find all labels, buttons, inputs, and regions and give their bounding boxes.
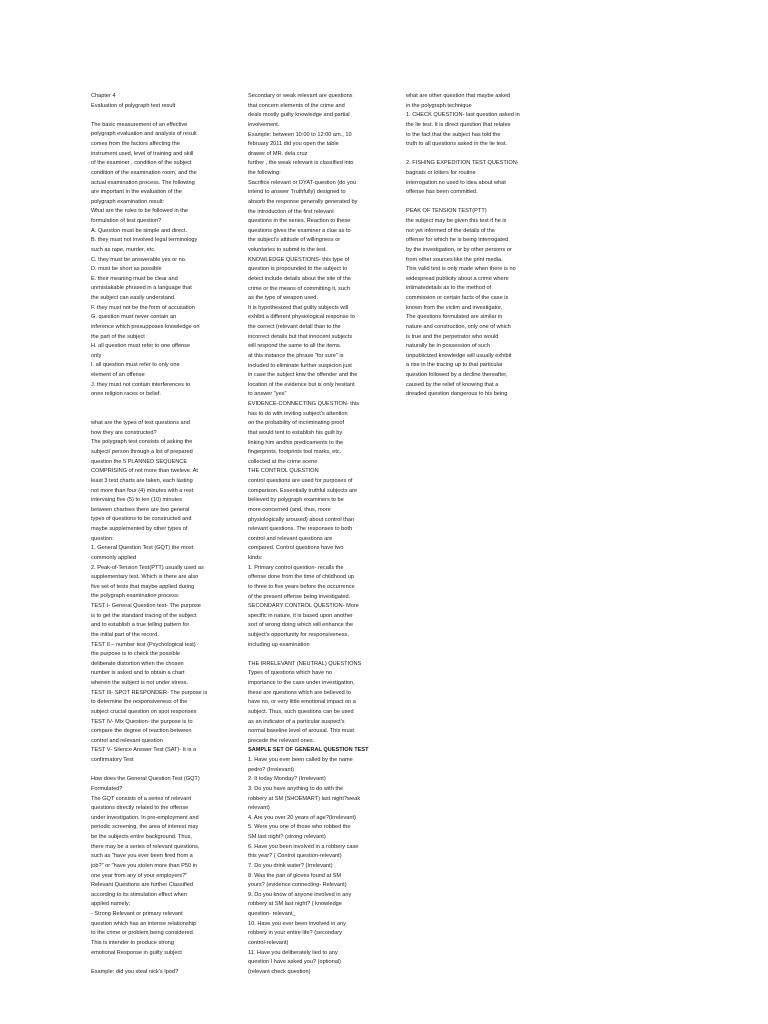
- text-line: according to its stimulation effect when: [91, 891, 187, 898]
- text-line: the subject can easily understand.: [91, 295, 176, 302]
- text-line: what are other question that maybe asked: [406, 93, 511, 99]
- text-line: question which has an intense relationship: [91, 920, 197, 927]
- text-line: D. must be short as possible: [91, 266, 162, 273]
- text-line: as the type of weapon used.: [248, 295, 318, 302]
- text-line: THE CONTROL QUESTION: [248, 468, 319, 475]
- text-line: control questions are used for purposes of: [248, 478, 353, 484]
- text-line: subject crucial question on spot responses: [91, 708, 197, 715]
- blank-line: [91, 111, 241, 121]
- text-line: SAMPLE SET OF GENERAL QUESTION TEST: [248, 747, 369, 754]
- text-line: a rise in the tracing up to that particular: [406, 362, 503, 369]
- text-line: at this instance the phrase "for sure" is: [248, 352, 344, 359]
- text-line: subject. Thus, such questions can be used: [248, 708, 354, 715]
- text-line: to the crime or problem being considered.: [91, 930, 195, 937]
- text-line: not yet informed of the details of the: [406, 227, 495, 234]
- text-line: question is propounded to the subject to: [248, 266, 348, 273]
- text-line: between chartses there are two general: [91, 506, 190, 513]
- text-line: interrogation.no used to idea about what: [406, 179, 506, 186]
- text-line: these are questions which are believed to: [248, 689, 351, 696]
- text-line: PEAK OF TENSION TEST(PTT): [406, 208, 487, 215]
- text-line: 1. General Question Test (GQT) the most: [91, 545, 194, 552]
- text-line: condition of the examination room, and the: [91, 169, 197, 176]
- text-line: 10. Have you ever been involved in any: [248, 920, 346, 927]
- text-line: polygraph evaluation and analysis of result: [91, 131, 197, 138]
- text-line: the correct (relevant detail than to the: [248, 324, 341, 330]
- text-line: naturally be in possession of such: [406, 343, 490, 350]
- text-column-right: [406, 92, 556, 400]
- text-line: fingerprints, footprints tool marks, etc.: [248, 449, 342, 456]
- text-line: the initial part of the record.: [91, 631, 159, 638]
- text-line: drawer of MR. dela cruz: [248, 150, 308, 157]
- text-line: truth to all questions asked in the lie test.: [406, 141, 508, 148]
- text-line: question I have asked you? (optional): [248, 959, 341, 966]
- text-line: E. their meaning must be clear and: [91, 275, 178, 282]
- text-line: H. all question must refer to one offense: [91, 343, 191, 350]
- text-line: Sacrifice relevant or DYAT-question (do you: [248, 179, 356, 186]
- text-line: pedro? (Irrelevant): [248, 766, 295, 773]
- text-line: compared. Control questions have two: [248, 545, 344, 552]
- text-line: 2. It today Monday? (Irrelevant): [248, 776, 326, 783]
- text-line: 11. Have you deliberately lied to any: [248, 949, 338, 956]
- text-line: more concerned (and, thus, more: [248, 506, 331, 513]
- blank-line: [91, 958, 241, 968]
- text-line: the following:: [248, 170, 281, 176]
- text-line: ones religion races or belief.: [91, 391, 161, 398]
- text-line: commission or certain facts of the case is: [406, 295, 509, 302]
- text-line: robbery in your entire life? (secondary: [248, 930, 342, 937]
- text-line: I. all question must refer to only one: [91, 362, 180, 369]
- text-line: on the probability of incriminating proof: [248, 420, 345, 427]
- text-line: are important in the evaluation of the: [91, 189, 182, 196]
- text-line: control and relevant questions are: [248, 535, 333, 542]
- text-line: will respond the same to all the items.: [248, 343, 342, 350]
- text-line: involvement.: [248, 121, 280, 128]
- text-line: in the polygraph technique: [406, 102, 472, 109]
- text-line: (relevant check question): [248, 968, 311, 975]
- text-line: 1. Have you ever been called by the name: [248, 757, 353, 764]
- text-line: robbery at SM (SHOEMART) last night?weak: [248, 795, 361, 802]
- blank-line: [248, 650, 398, 660]
- text-line: widespread publicity about a crime where: [406, 275, 509, 282]
- text-line: TEST III- SPOT RESPONDER- The purpose is: [91, 689, 208, 696]
- text-line: including up examination: [248, 641, 310, 648]
- text-line: types of questions to be constructed and: [91, 516, 192, 523]
- text-line: kinds:: [248, 555, 263, 561]
- text-line: F. they must not be the form of accusation: [91, 304, 195, 311]
- text-line: intervaing five (5) to ten (10) minutes: [91, 497, 183, 504]
- text-line: voluntaries to submit to the test.: [248, 247, 327, 253]
- text-line: Secondary or weak relevant are questions: [248, 93, 353, 99]
- text-line: It is hypothesized that guilty subjects will: [248, 304, 349, 311]
- text-line: 2. FISHING EXPEDITION TEST QUESTION-: [406, 160, 519, 167]
- text-line: wherein the subject is not under stress.: [91, 680, 189, 687]
- text-column-left: [91, 92, 241, 977]
- text-line: the part of the subject: [91, 333, 145, 340]
- text-line: by the investigation, or by other persons or: [406, 246, 512, 253]
- text-line: Chapter 4: [91, 93, 116, 99]
- text-line: as an indicator of a particular suspect's: [248, 718, 345, 725]
- text-line: nature and construction, only one of which: [406, 323, 511, 330]
- text-line: A. Question must be simple and direct.: [91, 227, 188, 234]
- text-line: 3. Do you have anything to do with the: [248, 785, 344, 792]
- text-line: 5. Were you one of those who robbed the: [248, 824, 351, 831]
- text-line: of the present offense being investigated.: [248, 593, 351, 600]
- text-line: The polygraph test consists of asking the: [91, 439, 193, 446]
- text-line: Types of questions which have no: [248, 670, 332, 677]
- text-line: intimatedetails as to the method of: [406, 285, 492, 292]
- text-line: G. question must never contain an: [91, 314, 177, 321]
- text-line: 8. Was the pair of gloves found at SM: [248, 872, 342, 879]
- text-line: only: [91, 352, 102, 359]
- text-line: 4. Are you over 20 years of age?(Irrelevant): [248, 814, 356, 821]
- text-line: emotional Response in guilty subject: [91, 949, 182, 956]
- text-line: such as "have you ever been fired from a: [91, 853, 193, 860]
- text-line: included to eliminate further suspicion just: [248, 362, 352, 369]
- text-line: 1. CHECK QUESTION- last question asked in: [406, 112, 520, 119]
- text-line: exhibit a different physiological response to: [248, 314, 355, 321]
- text-line: This valid test is only made when there is no: [406, 266, 516, 273]
- text-line: robbery at SM last night? ( knowledge: [248, 901, 342, 908]
- text-line: compare the degree of reaction between: [91, 728, 192, 735]
- text-line: caused by the relief of knowing that a: [406, 381, 499, 388]
- text-line: collected at the crime scene: [248, 458, 318, 465]
- text-line: precede the relevant ones.: [248, 737, 315, 744]
- text-line: not more than four (4) minutes with a rest: [91, 487, 194, 494]
- text-line: applied namely;: [91, 901, 131, 908]
- text-line: such as rape, murder, etc.: [91, 246, 156, 253]
- text-line: 7. Do you drink water? (Irrelevant): [248, 862, 333, 869]
- text-line: normal baseline level of arousal. This must: [248, 728, 354, 735]
- text-line: actual examination process. The following: [91, 179, 195, 186]
- text-line: SECONDARY CONTROL QUESTION- More: [248, 603, 359, 610]
- text-line: what are the types of test questions and: [91, 420, 190, 427]
- text-line: linking him andhis predicaments to the: [248, 439, 344, 446]
- text-line: KNOWLEDGE QUESTIONS- this type of: [248, 256, 350, 263]
- text-line: supplementary test. Which is there are also: [91, 574, 199, 581]
- text-line: the introduction of the first relevant: [248, 208, 334, 215]
- text-line: offense done from the time of childhood up: [248, 574, 354, 581]
- text-line: Relevant Questions are further Classified: [91, 882, 193, 889]
- text-line: 1. Primary control question- recalls the: [248, 564, 344, 571]
- text-line: absorb the response generally generated by: [248, 198, 358, 205]
- text-line: subject/ person through a list of prepared: [91, 449, 193, 456]
- text-line: 9. Do you know of anyone involved in any: [248, 891, 352, 898]
- text-line: yours? (evidence connecting- Relevant): [248, 882, 347, 889]
- text-line: THE IRRELEVANT (NEUTRAL) QUESTIONS: [248, 660, 362, 667]
- text-line: formulation of test question?: [91, 218, 162, 225]
- text-line: COMPRISING of not more than tweleve. At: [91, 468, 198, 475]
- text-line: EVIDENCE-CONNECTING QUESTION- this: [248, 401, 359, 407]
- text-line: question:: [91, 535, 114, 542]
- text-line: job?" or "have you stolen more than P50 in: [91, 862, 197, 869]
- text-line: has to do with inviting subject's attention: [248, 410, 348, 417]
- text-line: J. they must not contain interferences to: [91, 381, 191, 388]
- text-line: believed by polygraph examiners to be: [248, 497, 344, 504]
- text-line: question followed by a decline thereafter,: [406, 372, 508, 379]
- text-line: control-relevant): [248, 939, 289, 946]
- text-line: to three to five years before the occurrence: [248, 583, 355, 590]
- text-line: TEST IV- Mix Question- the purpose is to: [91, 718, 193, 725]
- text-line: questions directly related to the offense: [91, 805, 189, 812]
- text-line: have no, or very little emotional impact on a: [248, 699, 356, 706]
- text-line: unmistakable phrased in a language that: [91, 285, 192, 292]
- text-line: How does the General Question Test (GQT): [91, 776, 200, 783]
- text-line: bagnats or loiters for routine: [406, 169, 476, 176]
- text-line: subject's opportunity for responsiveness,: [248, 632, 349, 638]
- text-line: What are the rules to be followed in the: [91, 208, 189, 215]
- text-line: february 2011 did you open the table: [248, 141, 339, 148]
- text-line: be the subjects entire background. Thus,: [91, 834, 192, 841]
- text-line: question the 5 PLANNED SEQUENCE: [91, 458, 188, 465]
- text-line: that concern elements of the crime and: [248, 102, 345, 109]
- text-line: 6. Have you been involved in a robbery case: [248, 843, 359, 850]
- text-line: incorrect details but that innocent subjects: [248, 333, 353, 340]
- text-line: Evaluation of polygraph test result: [91, 102, 176, 109]
- text-line: further , the weak relevant is classified into: [248, 160, 354, 167]
- text-line: the subject's attitude of willingness or: [248, 237, 341, 244]
- text-line: location of the evidence but is only hesitant: [248, 381, 355, 388]
- text-line: number is asked and to obtain a chart: [91, 670, 185, 677]
- text-line: 2. Peak-of-Tension Test(PTT) usually used as: [91, 564, 204, 571]
- text-line: instrument used, level of training and skill: [91, 150, 194, 157]
- text-line: polygraph examination result:: [91, 198, 165, 205]
- text-line: that would tent to establish his guilt by: [248, 429, 343, 436]
- text-line: least 3 test charts are taken, each lasting: [91, 477, 193, 484]
- text-line: specific in nature, it is based upon another: [248, 612, 353, 619]
- text-line: The questions formulated are similar in: [406, 314, 503, 321]
- text-line: SM last night? (strong relevant): [248, 834, 326, 841]
- text-line: comparison. Essentially truthful subjects are: [248, 487, 358, 494]
- text-line: of the examiner , condition of the subject: [91, 160, 192, 167]
- text-line: to determine the responsiveness of the: [91, 699, 188, 706]
- text-line: questions in the series. Reaction to these: [248, 218, 351, 225]
- text-line: maybe supplemented by other types of: [91, 526, 188, 533]
- blank-line: [91, 400, 241, 410]
- text-line: from other sources like the print media.: [406, 256, 503, 263]
- text-line: deals mostly guilty knowledge and partial: [248, 112, 350, 119]
- text-line: commonly applied: [91, 554, 137, 561]
- blank-line: [406, 150, 556, 160]
- text-line: deliberate distortion when the chosen: [91, 660, 184, 667]
- text-line: crime or the means of committing it, such: [248, 285, 350, 292]
- text-line: TEST I- General Question test- The purpose: [91, 603, 201, 610]
- text-line: inference which presupposes knowledge on: [91, 323, 200, 330]
- text-line: five set of tests that maybe applied during: [91, 583, 195, 590]
- text-line: questions gives the examiner a clue as to: [248, 227, 351, 234]
- text-line: TEST II – number test (Psychological test): [91, 641, 196, 648]
- text-line: to the fact that the subject has told the: [406, 131, 501, 138]
- text-line: importance to the case under investigation,: [248, 680, 355, 687]
- text-line: dreaded question dangerous to his being: [406, 391, 508, 398]
- text-line: known from the victim and investigator.: [406, 304, 503, 311]
- text-line: confirmatory Test: [91, 757, 134, 764]
- text-line: intend to answer Truthfully) designed to: [248, 189, 346, 196]
- text-line: to answer "yes": [248, 391, 287, 398]
- blank-line: [91, 410, 241, 420]
- text-line: comes from the factors affecting the: [91, 141, 180, 148]
- text-line: physiologically aroused) about control than: [248, 516, 355, 523]
- text-line: The GQT consists of a series of relevant: [91, 795, 192, 802]
- text-line: control and relevant question: [91, 737, 163, 744]
- text-line: the lie test. It is direct question that relates: [406, 121, 511, 128]
- text-line: the polygraph examination process:: [91, 593, 180, 600]
- text-line: element of an offense: [91, 372, 145, 379]
- text-line: question- relevant_: [248, 911, 296, 918]
- blank-line: [406, 198, 556, 208]
- text-line: unpublicized knowledge will usually exhibit: [406, 352, 512, 359]
- text-line: is true and the perpetrator who would: [406, 333, 499, 340]
- text-line: the purpose is to check the possible: [91, 651, 180, 658]
- text-line: offense has been committed.: [406, 189, 478, 196]
- text-column-middle: [248, 92, 398, 977]
- text-line: and to establish a true telling pattern for: [91, 622, 190, 629]
- text-line: the subject may be given this test if he is: [406, 218, 507, 225]
- text-line: detect include details about the site of the: [248, 275, 351, 282]
- text-line: - Strong Relevant or primary relevant: [91, 911, 183, 918]
- text-line: in case the subject knw the offender and the: [248, 372, 358, 379]
- text-line: under investigation. In pre-employment and: [91, 814, 199, 821]
- text-line: C. they must be answerable yes or no.: [91, 256, 187, 263]
- text-line: periodic screening, the area of interest may: [91, 824, 199, 831]
- text-line: one year from any of your employers?": [91, 872, 188, 879]
- text-line: TEST V- Silence Answer Test (SAT)- It is a: [91, 747, 197, 754]
- text-line: Example: did you steal nick's Ipod?: [91, 968, 179, 975]
- text-line: sort of wrong doing which will enhance the: [248, 622, 354, 629]
- text-line: Example: between 10:00 to 12:00 am., 10: [248, 131, 352, 138]
- text-line: The basic measurement of an effective: [91, 121, 188, 128]
- text-line: this year? ( Control question-relevant): [248, 853, 342, 860]
- text-line: how they are constructed?: [91, 429, 157, 436]
- text-line: Formulated?: [91, 785, 123, 792]
- text-line: is to get the standard tracing of the subject: [91, 612, 197, 619]
- text-line: there may be a series of relevant questions,: [91, 843, 200, 850]
- text-line: This is intender to produce strong: [91, 939, 175, 946]
- text-line: offense for which he is being interrogated: [406, 237, 509, 244]
- text-line: B. they must not involved legal terminology: [91, 237, 198, 244]
- blank-line: [91, 766, 241, 776]
- text-line: relevant questions. The responses to both: [248, 526, 353, 533]
- text-line: relevant): [248, 805, 270, 812]
